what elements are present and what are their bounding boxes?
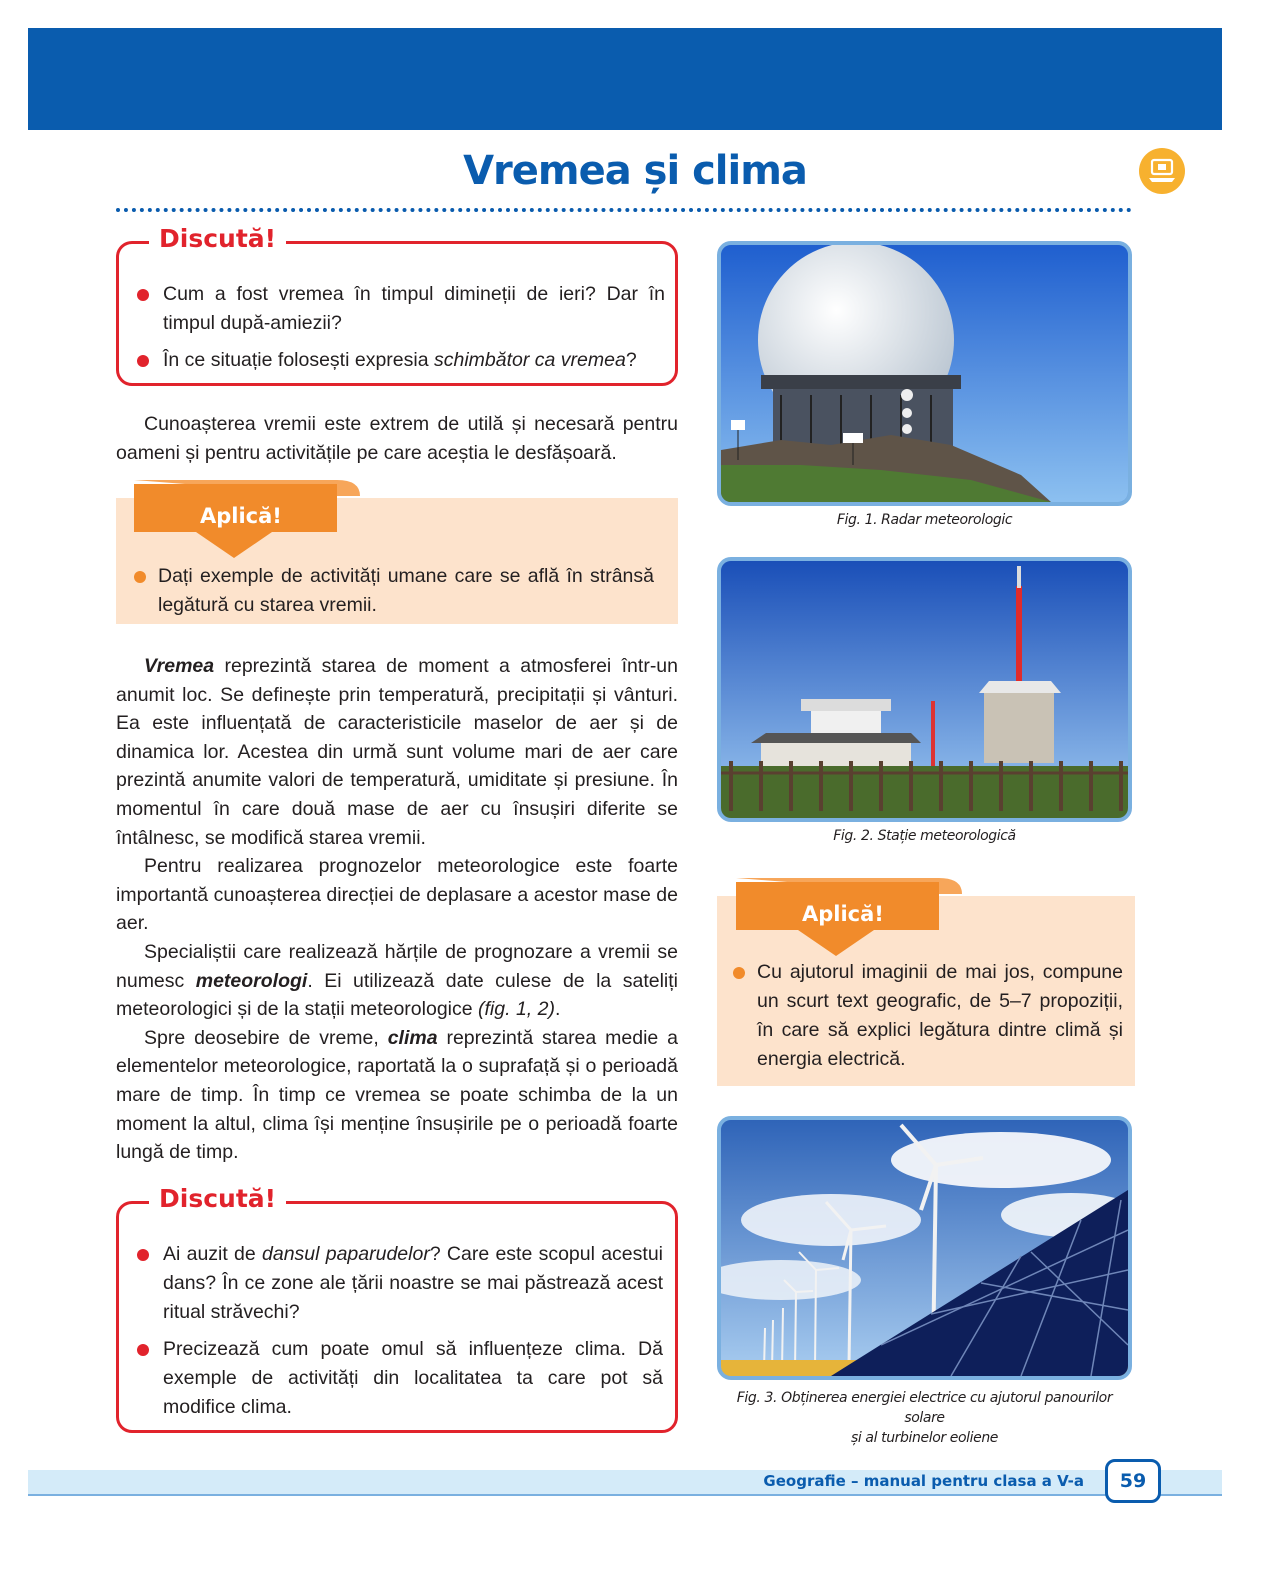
bullet-icon: [137, 1344, 149, 1356]
paragraph-prognoze: Pentru realizarea prognozelor meteorologice este foarte importantă cunoașterea direcției de deplasare a acestor mase de aer.: [116, 855, 678, 935]
bullet-icon: [137, 289, 149, 301]
main-text: [116, 652, 678, 1167]
aplica-label: Aplică!: [802, 902, 884, 926]
discuta-box-2: [116, 1184, 678, 1433]
list-item: Precizează cum poate omul să influențeze clima. Dă exemple de activități din localitatea ta care pot să modifice clima.: [137, 1335, 663, 1422]
aplica-label: Aplică!: [200, 504, 282, 528]
figure-1-radar-photo: [717, 241, 1132, 506]
discuta-label: Discută!: [149, 1184, 286, 1213]
bullet-icon: [137, 1249, 149, 1261]
aplica-list: [134, 562, 654, 620]
figure-3-caption: Fig. 3. Obținerea energiei electrice cu ajutorul panourilor solare și al turbinelor eoliene: [736, 1390, 1113, 1446]
bullet-icon: [733, 967, 745, 979]
footer-book-title: Geografie – manual pentru clasa a V-a: [763, 1472, 1084, 1490]
bullet-icon: [134, 571, 146, 583]
discuta-box-1: [116, 224, 678, 386]
figure-1-caption: Fig. 1. Radar meteorologic: [836, 512, 1013, 528]
aplica-list: [733, 958, 1123, 1074]
discuta-list: [137, 1240, 663, 1430]
bullet-icon: [137, 355, 149, 367]
discuta-list: [137, 280, 665, 383]
intro-paragraph: Cunoașterea vremii este extrem de utilă și necesară pentru oameni și pentru activitățile pe care aceștia le desfășoară.: [116, 413, 678, 464]
title-divider: [116, 208, 1132, 212]
paragraph-meteorologi: Specialiștii care realizează hărțile de prognozare a vremii se numesc meteorologi. Ei utilizează date culese de la sateliți meteorologici și de la stații meteorologice (fig. 1, 2).: [116, 940, 678, 1021]
list-item: Cu ajutorul imaginii de mai jos, compune un scurt text geografic, de 5–7 propoziții, în care să explici legătura dintre climă și energia electrică.: [733, 958, 1123, 1074]
list-item: Ai auzit de dansul paparudelor? Care este scopul acestui dans? În ce zone ale țării noastre se mai păstrează acest ritual străvechi?: [137, 1240, 663, 1327]
list-item: În ce situație folosești expresia schimbător ca vremea?: [137, 346, 665, 375]
page-number: 59: [1105, 1459, 1161, 1503]
header-band: [28, 28, 1222, 130]
discuta-label: Discută!: [149, 224, 286, 253]
list-item: Dați exemple de activități umane care se află în strânsă legătură cu starea vremii.: [134, 562, 654, 620]
figure-2-station-photo: [717, 557, 1132, 822]
paragraph-vremea: Vremea reprezintă starea de moment a atmosferei într-un anumit loc. Se definește prin temperatură, precipitații și vânturi. Ea este influențată de caracteristicile maselor de aer și de dinamica lor. Acestea din urmă sunt volume mari de aer care prezintă anumite valori de temperatură, umiditate și presiune. În momentul în care două mase de aer cu însușiri diferite se întâlnesc, se modifică starea vremii.: [116, 655, 678, 849]
page-title: Vremea și clima: [463, 148, 807, 194]
paragraph-clima: Spre deosebire de vreme, clima reprezintă starea medie a elementelor meteorologice, raportată la o suprafață și o perioadă mare de timp. În timp ce vremea se poate schimba de la un moment la altul, clima își menține însușirile pe o perioadă foarte lungă de timp.: [116, 1026, 678, 1164]
figure-2-caption: Fig. 2. Stație meteorologică: [833, 828, 1016, 844]
laptop-icon[interactable]: [1139, 148, 1185, 194]
list-item: Cum a fost vremea în timpul dimineții de ieri? Dar în timpul după-amiezii?: [137, 280, 665, 338]
figure-3-energy-photo: [717, 1116, 1132, 1380]
